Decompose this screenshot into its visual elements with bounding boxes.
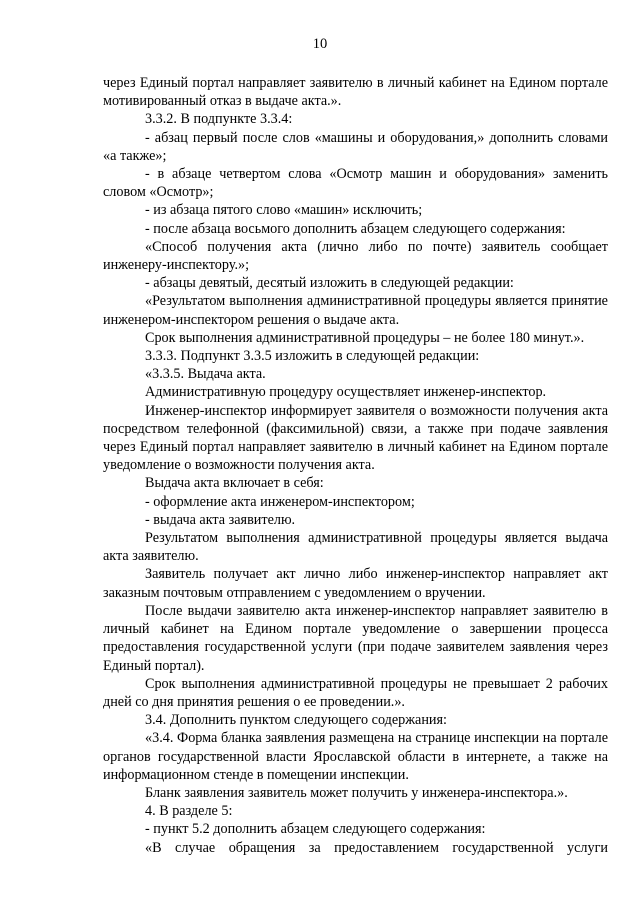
paragraph: «В случае обращения за предоставлением государственной услуги xyxy=(145,839,608,856)
paragraph: через Единый портал направляет заявителю в личный кабинет на Едином портале мотивированный отказ в выдаче акта.». xyxy=(103,75,608,110)
paragraph: После выдачи заявителю акта инженер-инспектор направляет заявителю в личный кабинет на Едином портале уведомление о завершении процесса предоставления государственной услуги (при подаче заявителем заявления через Единый портал). xyxy=(103,602,608,674)
paragraph: - выдача акта заявителю. xyxy=(145,511,296,528)
paragraph: «Способ получения акта (лично либо по почте) заявитель сообщает инженеру-инспектору.»; xyxy=(103,238,608,274)
paragraph: - абзацы девятый, десятый изложить в следующей редакции: xyxy=(145,275,514,292)
paragraph: Срок выполнения административной процедуры – не более 180 минут.». xyxy=(145,329,585,346)
paragraph: Заявитель получает акт лично либо инженер-инспектор направляет акт заказным почтовым отправлением с уведомлением о вручении. xyxy=(103,566,608,601)
paragraph: Выдача акта включает в себя: xyxy=(145,475,324,492)
paragraph: Срок выполнения административной процедуры не превышает 2 рабочих дней со дня принятия решения о ее проведении.». xyxy=(103,675,608,710)
paragraph: - из абзаца пятого слово «машин» исключить; xyxy=(145,202,423,219)
paragraph: «3.4. Форма бланка заявления размещена на странице инспекции на портале органов государственной власти Ярославской области в интернете, а также на информационном стенде в помещении инспекции. xyxy=(103,730,608,783)
document-body xyxy=(103,74,608,857)
paragraph: 3.3.2. В подпункте 3.3.4: xyxy=(145,111,293,128)
paragraph: - пункт 5.2 дополнить абзацем следующего содержания: xyxy=(145,821,486,838)
paragraph: 3.3.3. Подпункт 3.3.5 изложить в следующей редакции: xyxy=(145,348,480,365)
paragraph: - в абзаце четвертом слова «Осмотр машин и оборудования» заменить словом «Осмотр»; xyxy=(103,166,608,201)
paragraph: Бланк заявления заявитель может получить у инженера-инспектора.». xyxy=(145,784,568,801)
paragraph: «3.3.5. Выдача акта. xyxy=(145,366,266,383)
paragraph: 3.4. Дополнить пунктом следующего содержания: xyxy=(145,712,447,729)
paragraph: - абзац первый после слов «машины и оборудования,» дополнить словами «а также»; xyxy=(103,129,608,164)
paragraph: - после абзаца восьмого дополнить абзацем следующего содержания: xyxy=(145,220,566,237)
page-number: 10 xyxy=(312,36,328,52)
paragraph: Административную процедуру осуществляет инженер-инспектор. xyxy=(145,384,547,401)
paragraph: 4. В разделе 5: xyxy=(145,803,233,820)
paragraph: Инженер-инспектор информирует заявителя о возможности получения акта посредством телефонной (факсимильной) связи, а также при подаче заявления через Единый портал направляет заявителю в личный кабинет на Едином портале уведомление о возможности получения акта. xyxy=(103,402,608,474)
paragraph: - оформление акта инженером-инспектором; xyxy=(145,493,415,510)
paragraph: «Результатом выполнения административной процедуры является принятие инженером-инспектором решения о выдаче акта. xyxy=(103,293,608,328)
paragraph: Результатом выполнения административной процедуры является выдача акта заявителю. xyxy=(103,530,608,565)
